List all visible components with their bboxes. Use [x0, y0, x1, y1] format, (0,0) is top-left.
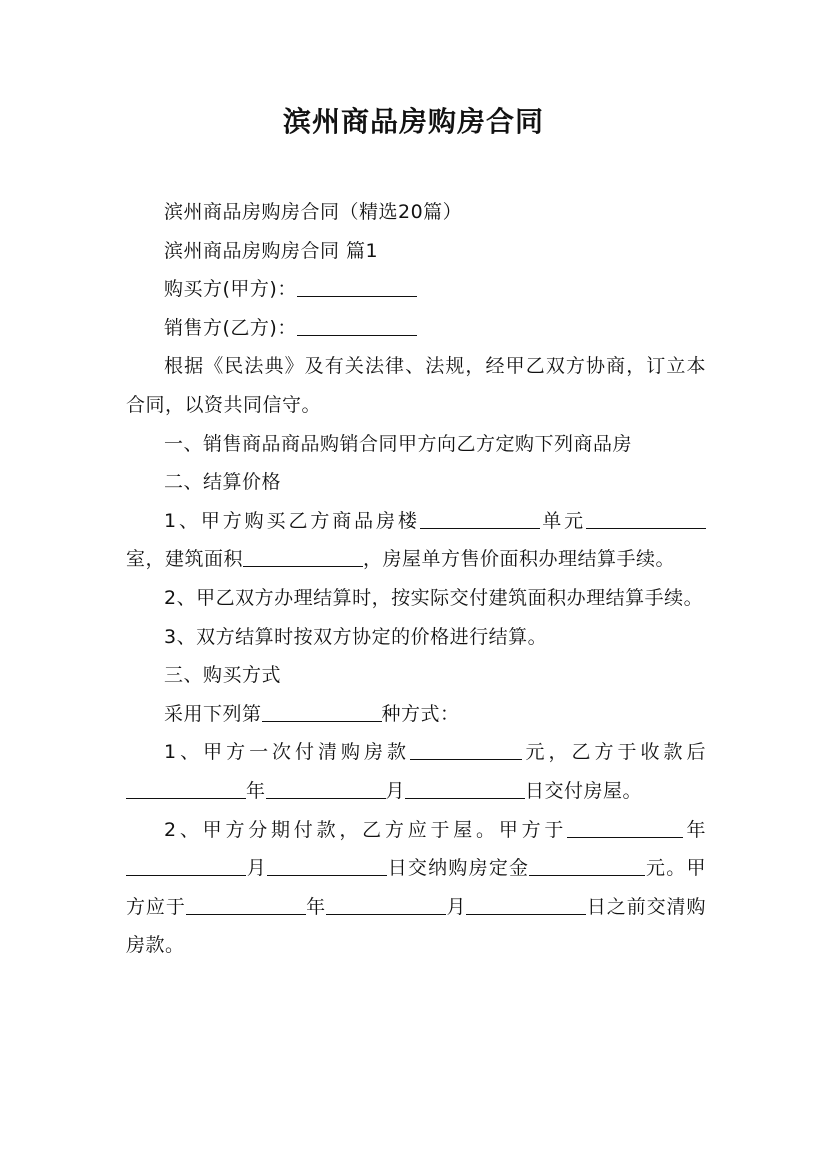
paragraph-section-title: 滨州商品房购房合同 篇1 [164, 239, 379, 262]
year-blank [126, 780, 246, 799]
buyer-label: 购买方(甲方)： [164, 278, 297, 301]
paragraph-price-3: 3、双方结算时按双方协定的价格进行结算。 [164, 625, 548, 648]
paragraph-price-2: 2、甲乙双方办理结算时，按实际交付建筑面积办理结算手续。 [164, 586, 704, 609]
area-blank [243, 548, 363, 567]
buyer-blank [297, 278, 417, 297]
text-fragment: 年 [305, 895, 327, 918]
text-fragment: 月 [246, 857, 267, 880]
text-fragment: 1、甲方购买乙方商品房楼 [164, 509, 420, 532]
year-blank [186, 896, 306, 915]
year-blank [567, 819, 683, 838]
method-blank [262, 703, 382, 722]
amount-blank [410, 741, 522, 760]
text-fragment: ，房屋单方售价面积办理结算手续。 [363, 548, 676, 571]
day-blank [466, 896, 586, 915]
paragraph-payment-1 [126, 733, 706, 810]
paragraph-method [126, 695, 706, 734]
text-fragment: 月 [446, 895, 467, 918]
building-blank [420, 510, 540, 529]
text-fragment: 年 [246, 779, 266, 802]
paragraph-payment-2 [126, 811, 706, 965]
month-blank [326, 896, 446, 915]
document-body [126, 193, 706, 965]
text-fragment: 日交付房屋。 [525, 779, 643, 802]
seller-label: 销售方(乙方)： [164, 316, 297, 339]
paragraph-seller [126, 309, 706, 348]
paragraph-price-1 [126, 502, 706, 579]
paragraph-clause-2: 二、结算价格 [164, 471, 282, 494]
text-fragment: 采用下列第 [164, 702, 262, 725]
text-fragment: 1、甲方一次付清购房款 [164, 741, 411, 764]
text-fragment: 单元 [539, 509, 586, 532]
paragraph-subtitle: 滨州商品房购房合同（精选20篇） [164, 201, 463, 223]
paragraph-basis: 根据《民法典》及有关法律、法规，经甲乙双方协商，订立本合同，以资共同信守。 [126, 355, 706, 416]
text-fragment: 室，建筑面积 [126, 548, 244, 571]
deposit-blank [529, 857, 645, 876]
paragraph-buyer [126, 270, 706, 309]
paragraph-clause-3: 三、购买方式 [164, 664, 282, 687]
text-fragment: 种方式： [381, 702, 460, 725]
text-fragment: 2、甲方分期付款，乙方应于屋。甲方于 [164, 818, 568, 841]
text-fragment: 日交纳购房定金 [386, 857, 530, 880]
day-blank [267, 857, 387, 876]
text-fragment: 年 [683, 818, 706, 841]
month-blank [126, 857, 246, 876]
text-fragment: 日之前交清购房款。 [126, 895, 706, 957]
day-blank [405, 780, 525, 799]
unit-blank [586, 510, 706, 529]
text-fragment: 元。甲方应于 [126, 857, 706, 918]
text-fragment: 元，乙方于收款后 [522, 741, 706, 764]
seller-blank [297, 317, 417, 336]
paragraph-clause-1: 一、销售商品商品购销合同甲方向乙方定购下列商品房 [164, 432, 633, 455]
text-fragment: 月 [385, 779, 406, 802]
document-title: 滨州商品房购房合同 [282, 105, 544, 138]
month-blank [266, 780, 386, 799]
